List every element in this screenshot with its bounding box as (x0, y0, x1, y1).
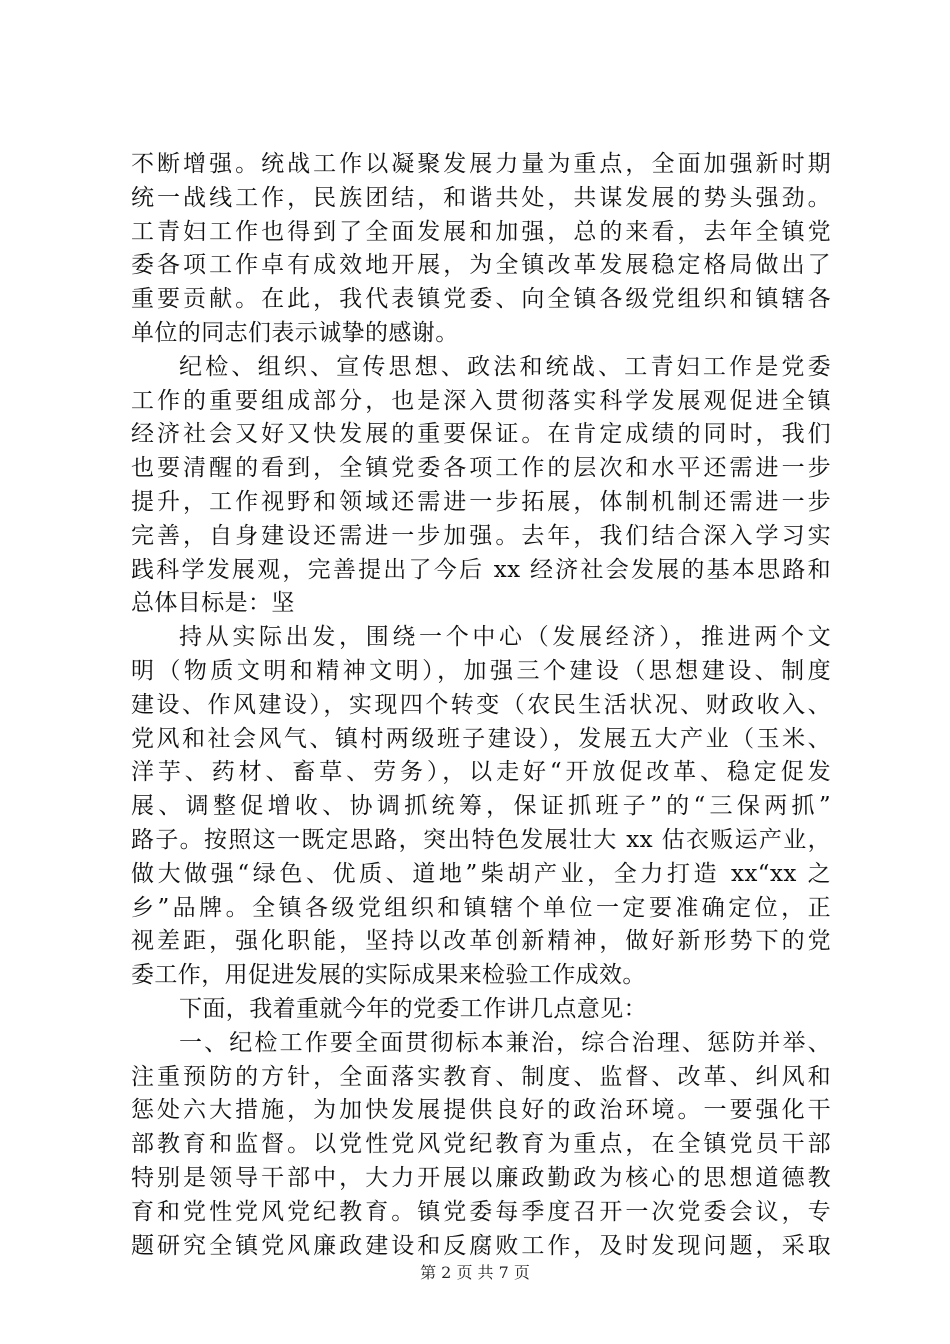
text-line: 做大做强“绿色、优质、道地”柴胡产业，全力打造 xx“xx 之 (131, 860, 831, 887)
text-line: 工青妇工作也得到了全面发展和加强，总的来看，去年全镇党 (131, 218, 831, 245)
text-line: 一、纪检工作要全面贯彻标本兼治，综合治理、惩防并举、 (179, 1029, 831, 1056)
text-line: 展、调整促增收、协调抓统筹，保证抓班子”的“三保两抓” (131, 793, 831, 820)
text-line: 下面，我着重就今年的党委工作讲几点意见： (179, 995, 647, 1022)
text-line: 明（物质文明和精神文明），加强三个建设（思想建设、制度 (131, 657, 831, 684)
text-line: 委工作，用促进发展的实际成果来检验工作成效。 (131, 962, 646, 989)
text-line: 育和党性党风党纪教育。镇党委每季度召开一次党委会议，专 (131, 1198, 831, 1225)
text-line: 乡”品牌。全镇各级党组织和镇辖个单位一定要准确定位，正 (131, 894, 831, 921)
text-line: 重要贡献。在此，我代表镇党委、向全镇各级党组织和镇辖各 (131, 286, 831, 313)
text-line: 单位的同志们表示诚挚的感谢。 (131, 319, 459, 346)
text-line: 经济社会又好又快发展的重要保证。在肯定成绩的同时，我们 (131, 421, 831, 448)
text-line: 视差距，强化职能，坚持以改革创新精神，做好新形势下的党 (131, 928, 831, 955)
text-line: 特别是领导干部中，大力开展以廉政勤政为核心的思想道德教 (131, 1164, 831, 1191)
text-line: 统一战线工作，民族团结，和谐共处，共谋发展的势头强劲。 (131, 184, 831, 211)
text-line: 注重预防的方针，全面落实教育、制度、监督、改革、纠风和 (131, 1063, 831, 1090)
text-line: 持从实际出发，围绕一个中心（发展经济），推进两个文 (179, 624, 831, 651)
text-line: 路子。按照这一既定思路，突出特色发展壮大 xx 估衣贩运产业， (131, 826, 831, 853)
text-line: 部教育和监督。以党性党风党纪教育为重点，在全镇党员干部 (131, 1131, 831, 1158)
text-line: 提升，工作视野和领域还需进一步拓展，体制机制还需进一步 (131, 488, 831, 515)
text-line: 惩处六大措施，为加快发展提供良好的政治环境。一要强化干 (131, 1097, 831, 1124)
document-body (131, 148, 831, 1263)
text-line: 党风和社会风气、镇村两级班子建设），发展五大产业（玉米、 (131, 725, 831, 752)
text-line: 践科学发展观，完善提出了今后 xx 经济社会发展的基本思路和 (131, 556, 831, 583)
text-line: 建设、作风建设），实现四个转变（农民生活状况、财政收入、 (131, 691, 831, 718)
text-line: 纪检、组织、宣传思想、政法和统战、工青妇工作是党委 (179, 353, 831, 380)
text-line: 也要清醒的看到，全镇党委各项工作的层次和水平还需进一步 (131, 455, 831, 482)
text-line: 委各项工作卓有成效地开展，为全镇改革发展稳定格局做出了 (131, 252, 831, 279)
text-line: 完善，自身建设还需进一步加强。去年，我们结合深入学习实 (131, 522, 831, 549)
text-line: 不断增强。统战工作以凝聚发展力量为重点，全面加强新时期 (131, 151, 831, 177)
text-line: 总体目标是：坚 (131, 590, 295, 617)
text-line: 工作的重要组成部分，也是深入贯彻落实科学发展观促进全镇 (131, 387, 831, 414)
text-line: 洋芋、药材、畜草、劳务），以走好“开放促改革、稳定促发 (131, 759, 831, 786)
page-number: 第 2 页 共 7 页 (420, 1263, 530, 1282)
text-line: 题研究全镇党风廉政建设和反腐败工作，及时发现问题，采取 (131, 1232, 831, 1259)
